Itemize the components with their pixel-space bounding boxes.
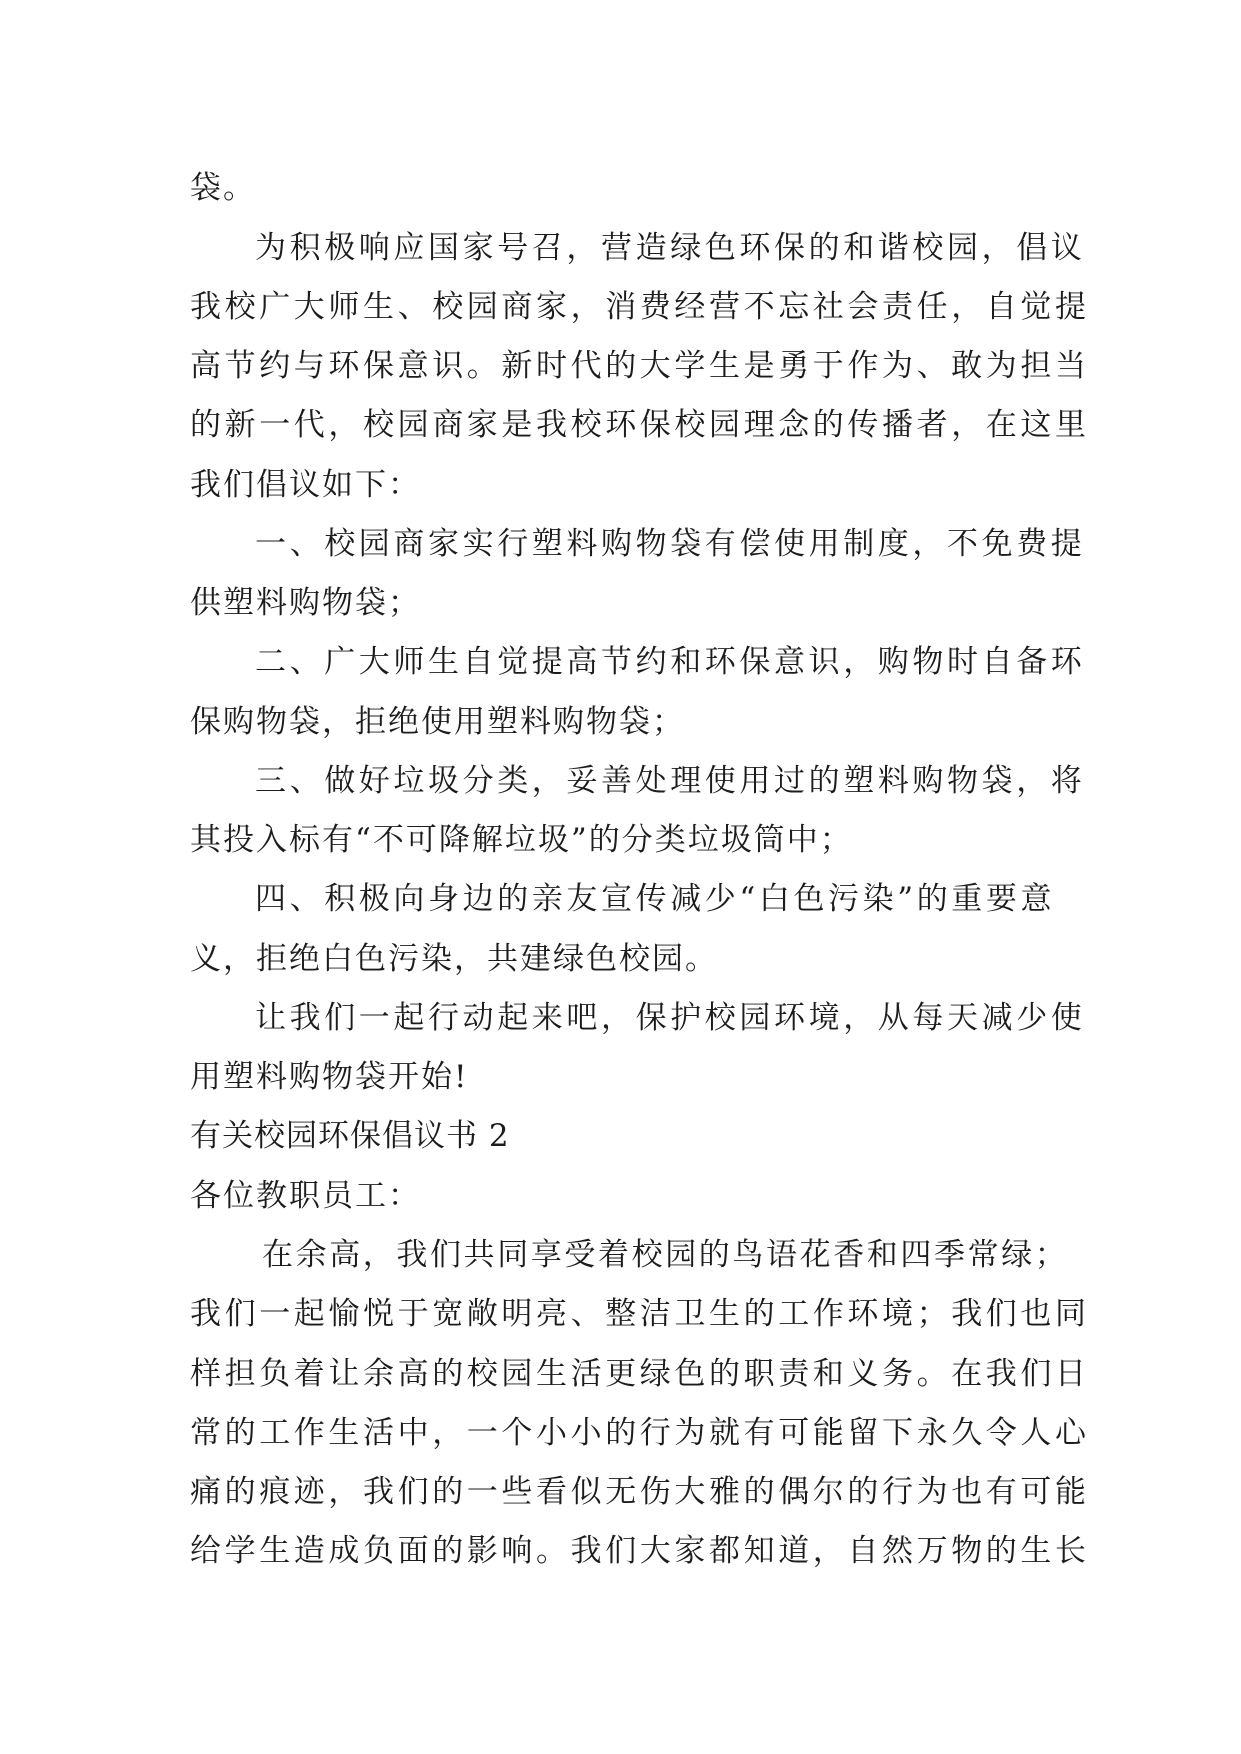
text-line: 我校广大师生、校园商家，消费经营不忘社会责任，自觉提	[190, 289, 1090, 325]
text-line: 二、广大师生自觉提高节约和环保意识，购物时自备环	[255, 644, 1086, 680]
text-line: 的新一代，校园商家是我校环保校园理念的传播者，在这里	[190, 407, 1090, 443]
text-line: 袋。	[190, 170, 256, 206]
text-line: 高节约与环保意识。新时代的大学生是勇于作为、敢为担当	[190, 348, 1090, 384]
text-line: 常的工作生活中，一个小小的行为就有可能留下永久令人心	[190, 1415, 1090, 1451]
section-title: 有关校园环保倡议书 2	[190, 1118, 510, 1154]
text-line: 供塑料购物袋；	[190, 585, 421, 621]
text-line: 样担负着让余高的校园生活更绿色的职责和义务。在我们日	[190, 1356, 1090, 1392]
text-line: 义，拒绝白色污染，共建绿色校园。	[190, 941, 718, 977]
text-line: 在余高，我们共同享受着校园的鸟语花香和四季常绿；	[262, 1237, 1069, 1273]
text-line: 给学生造成负面的影响。我们大家都知道，自然万物的生长	[190, 1533, 1090, 1569]
text-line: 让我们一起行动起来吧，保护校园环境，从每天减少使	[255, 1000, 1086, 1036]
text-line: 痛的痕迹，我们的一些看似无伤大雅的偶尔的行为也有可能	[190, 1474, 1090, 1510]
text-line: 我们倡议如下：	[190, 467, 421, 503]
text-line: 保购物袋，拒绝使用塑料购物袋；	[190, 704, 685, 740]
text-line: 为积极响应国家号召，营造绿色环保的和谐校园，倡议	[255, 230, 1086, 266]
text-line: 三、做好垃圾分类，妥善处理使用过的塑料购物袋，将	[255, 763, 1086, 799]
text-line: 其投入标有“不可降解垃圾”的分类垃圾筒中；	[190, 822, 853, 858]
text-line: 我们一起愉悦于宽敞明亮、整洁卫生的工作环境；我们也同	[190, 1296, 1090, 1332]
text-line: 一、校园商家实行塑料购物袋有偿使用制度，不免费提	[255, 526, 1086, 562]
text-line: 用塑料购物袋开始!	[190, 1059, 469, 1095]
salutation: 各位教职员工：	[190, 1178, 421, 1214]
text-line: 四、积极向身边的亲友宣传减少“白色污染”的重要意	[255, 881, 1056, 917]
